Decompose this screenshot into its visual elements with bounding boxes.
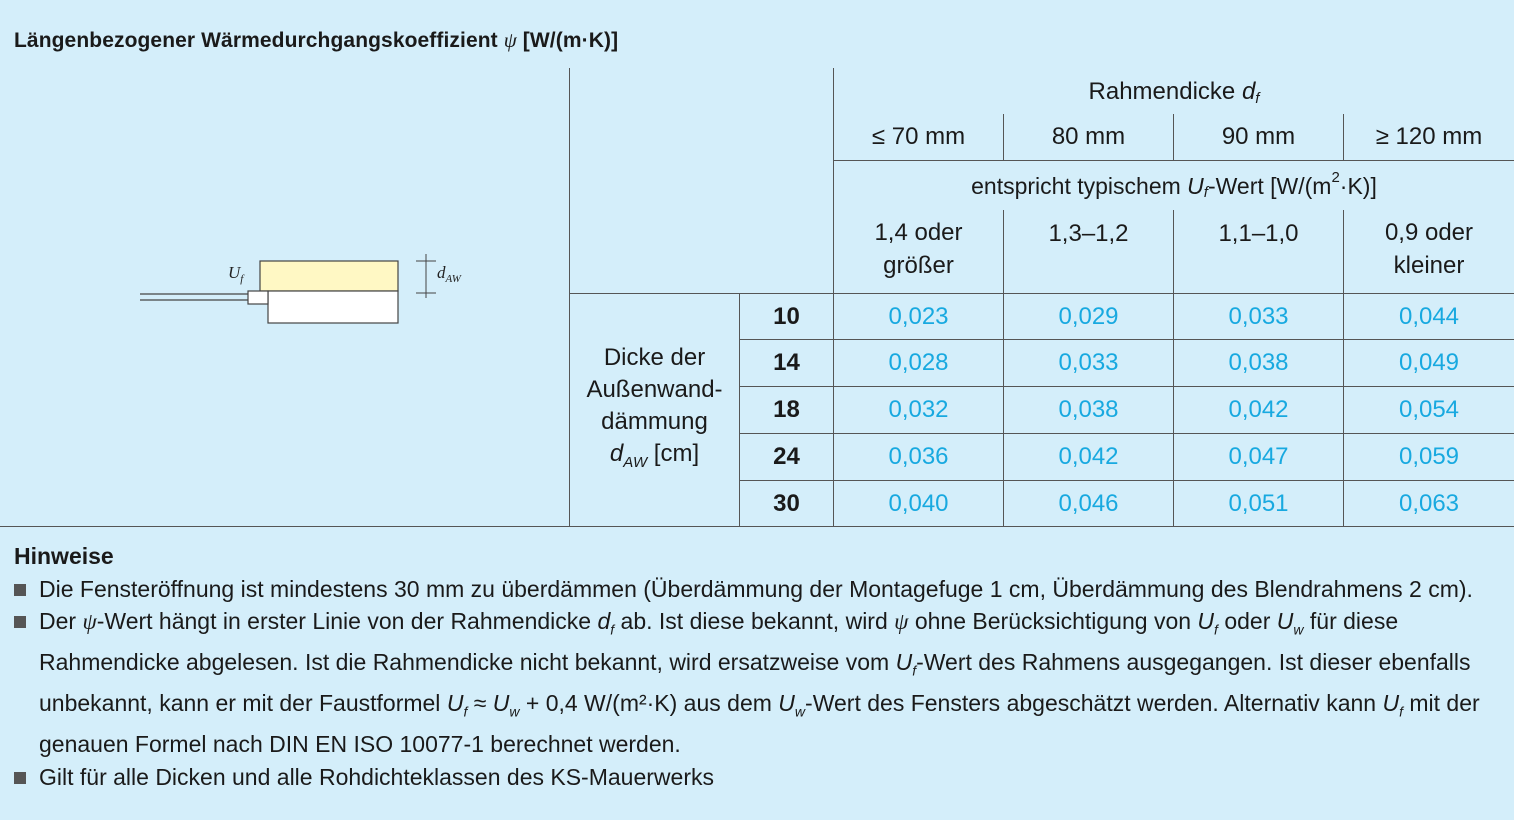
bullet-icon bbox=[14, 584, 26, 596]
daw-label: $d_{AW}$ bbox=[437, 263, 461, 285]
rahmendicke-header: Rahmendicke d f bbox=[1088, 78, 1260, 107]
notes-section bbox=[14, 540, 1504, 793]
insulation-layer bbox=[260, 261, 398, 291]
row-thickness: 14 bbox=[773, 349, 800, 376]
psi-value: 0,033 bbox=[1228, 302, 1289, 330]
psi-value: 0,059 bbox=[1398, 443, 1460, 470]
row-thickness: 30 bbox=[773, 489, 800, 517]
psi-value: 0,044 bbox=[1398, 302, 1460, 330]
frame-col-4: ≥ 120 mm bbox=[1375, 123, 1483, 150]
psi-value: 0,042 bbox=[1228, 396, 1289, 423]
frame-block bbox=[248, 291, 268, 304]
row-thickness: 10 bbox=[773, 302, 800, 330]
row-thickness: 18 bbox=[773, 396, 800, 423]
psi-value: 0,036 bbox=[888, 443, 949, 470]
psi-value: 0,046 bbox=[1058, 489, 1119, 517]
note-item: Die Fensteröffnung ist mindestens 30 mm zu überdämmen (Überdämmung der Montagefuge 1 cm, Überdämmung des Blendrahmens 2 cm). bbox=[14, 573, 1504, 606]
psi-value: 0,054 bbox=[1398, 396, 1460, 423]
bullet-icon bbox=[14, 616, 26, 628]
frame-col-3: 90 mm bbox=[1221, 123, 1296, 150]
insulation-thickness-header: Dicke der Außenwand- dämmung $d_{AW}$ [cm] bbox=[586, 344, 723, 471]
note-item: Der ψ-Wert hängt in erster Linie von der Rahmendicke $d_f$ ab. Ist diese bekannt, wird ψ ohne Berücksichtigung von $U_f$ oder $U_w$ für diese Rahmendicke abgelesen. Ist die Rahmendicke nicht bekannt, wird ersatzweise vom $U_f$-Wert des Rahmens ausgegangen. Ist dieser ebenfalls unbekannt, kann er mit der Faustformel $U_f \approx U_w + 0,4$ W/(m²·K) aus dem $U_w$-Wert des Fensters abgeschätzt werden. Alternativ kann $U_f$ mit der genauen Formel nach DIN EN ISO 10077-1 berechnet werden. bbox=[14, 605, 1504, 761]
psi-value: 0,038 bbox=[1228, 349, 1289, 376]
psi-value: 0,040 bbox=[888, 489, 949, 517]
wall-layer bbox=[268, 291, 398, 323]
psi-value: 0,028 bbox=[888, 349, 949, 376]
window-frame-diagram bbox=[120, 240, 480, 335]
psi-value: 0,032 bbox=[888, 396, 949, 423]
note-item: Gilt für alle Dicken und alle Rohdichteklassen des KS-Mauerwerks bbox=[14, 761, 1504, 794]
psi-value: 0,042 bbox=[1058, 443, 1119, 470]
uf-col-1: 1,4 oder größer bbox=[874, 219, 963, 279]
bullet-icon bbox=[14, 772, 26, 784]
psi-value: 0,049 bbox=[1398, 349, 1460, 376]
uf-col-3: 1,1–1,0 bbox=[1218, 220, 1299, 247]
uf-header: entspricht typischem U f -Wert [W/(m 2 ·K)] bbox=[971, 168, 1377, 201]
psi-value: 0,033 bbox=[1058, 349, 1119, 376]
psi-value: 0,051 bbox=[1228, 489, 1289, 517]
psi-value: 0,029 bbox=[1058, 302, 1119, 330]
uf-col-2: 1,3–1,2 bbox=[1048, 220, 1129, 247]
frame-col-2: 80 mm bbox=[1051, 123, 1126, 150]
row-thickness: 24 bbox=[773, 443, 800, 470]
table-title: Längenbezogener Wärmedurchgangskoeffizient ψ [W/(m·K)] bbox=[14, 28, 619, 52]
psi-value: 0,047 bbox=[1228, 443, 1289, 470]
psi-value: 0,063 bbox=[1398, 489, 1460, 517]
notes-heading: Hinweise bbox=[14, 543, 114, 569]
psi-value: 0,038 bbox=[1058, 396, 1119, 423]
uf-label: $U_f$ bbox=[228, 263, 244, 285]
frame-col-1: ≤ 70 mm bbox=[871, 123, 966, 150]
uf-col-4: 0,9 oder kleiner bbox=[1384, 219, 1474, 279]
psi-value: 0,023 bbox=[888, 302, 949, 330]
